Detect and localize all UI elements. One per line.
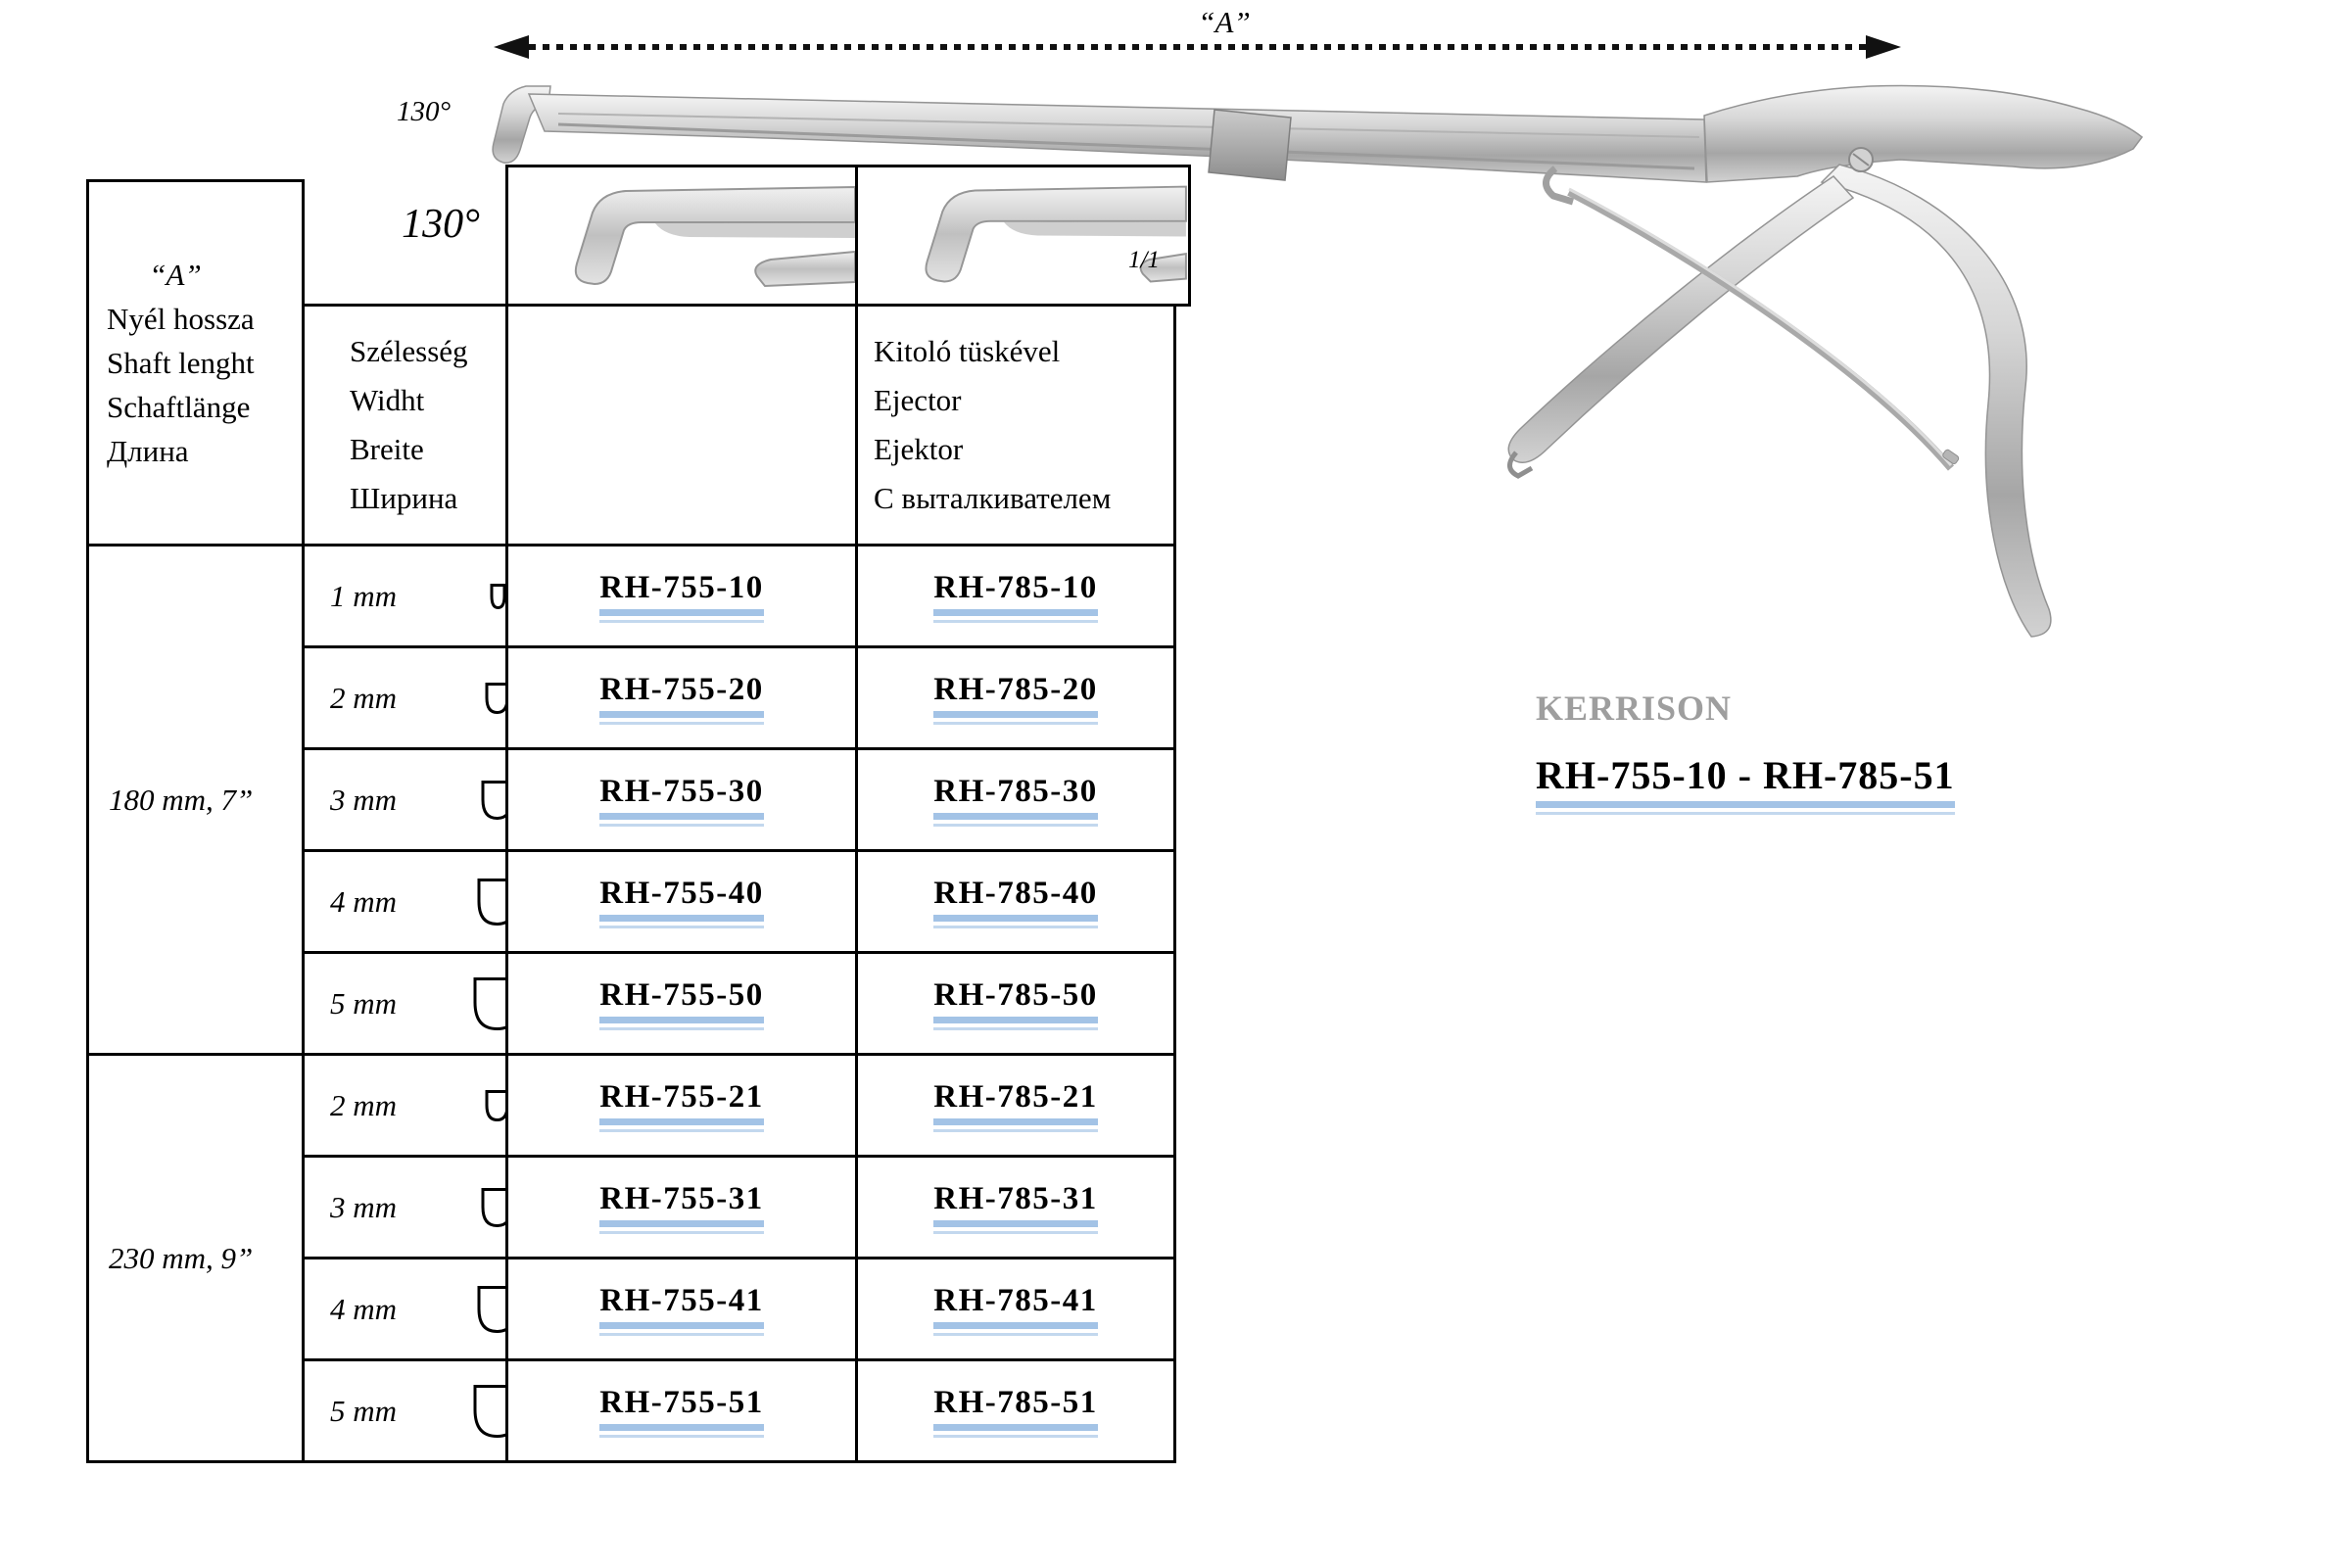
product-code[interactable]: RH-755-41 <box>599 1282 764 1318</box>
underline-light <box>933 1333 1097 1336</box>
underline-strong <box>933 1424 1097 1431</box>
width-header-line: Widht <box>350 383 425 417</box>
code-cell <box>505 1358 855 1463</box>
col-a-header-cell <box>86 179 305 544</box>
product-name: KERRISON <box>1536 689 1733 728</box>
width-cell <box>302 1257 505 1358</box>
width-header-line: Ширина <box>350 481 458 515</box>
underline-strong <box>933 1322 1097 1329</box>
product-code[interactable]: RH-785-50 <box>933 976 1098 1013</box>
underline-strong <box>933 1220 1097 1227</box>
underline-strong <box>933 1118 1097 1125</box>
product-range-code[interactable]: RH-755-10 - RH-785-51 <box>1536 753 1955 797</box>
width-value: 4 mm <box>330 883 398 919</box>
width-cell <box>302 849 505 951</box>
code-cell <box>505 1155 855 1257</box>
product-code[interactable]: RH-785-41 <box>933 1282 1098 1318</box>
product-code[interactable]: RH-785-31 <box>933 1180 1098 1216</box>
scale-note: 1/1 <box>1128 247 1160 273</box>
product-code[interactable]: RH-785-20 <box>933 671 1098 707</box>
width-cell <box>302 1358 505 1463</box>
ejector-code-cell <box>855 951 1176 1053</box>
code-cell <box>505 1053 855 1155</box>
col-a-header-line: Shaft lenght <box>107 346 255 380</box>
underline-strong <box>933 915 1097 922</box>
underline-light <box>599 1435 763 1438</box>
underline-strong <box>933 609 1097 616</box>
underline-strong <box>599 813 763 820</box>
col-a-header-line: Nyél hossza <box>107 302 255 336</box>
width-value: 5 mm <box>330 1393 398 1428</box>
width-value: 3 mm <box>330 782 398 817</box>
ejector-code-cell <box>855 645 1176 747</box>
product-code[interactable]: RH-785-21 <box>933 1078 1098 1115</box>
product-code[interactable]: RH-785-51 <box>933 1384 1098 1420</box>
underline-light <box>933 620 1097 623</box>
product-code[interactable]: RH-755-51 <box>599 1384 764 1420</box>
code-header-empty-cell <box>505 304 855 544</box>
width-value: 5 mm <box>330 985 398 1021</box>
ejector-header-line: Ejektor <box>874 432 964 466</box>
code-cell <box>505 849 855 951</box>
underline-strong <box>599 711 763 718</box>
underline-light <box>1536 812 1955 815</box>
product-code[interactable]: RH-755-31 <box>599 1180 764 1216</box>
ejector-code-cell <box>855 544 1176 645</box>
width-value: 2 mm <box>330 1087 398 1122</box>
width-value: 3 mm <box>330 1189 398 1224</box>
ejector-code-cell <box>855 849 1176 951</box>
width-cell <box>302 544 505 645</box>
underline-light <box>933 926 1097 928</box>
ejector-header-line: Kitoló tüskével <box>874 334 1061 368</box>
width-header-cell <box>302 304 505 544</box>
underline-light <box>599 620 763 623</box>
ejector-header-cell <box>855 304 1176 544</box>
underline-light <box>599 824 763 827</box>
product-code[interactable]: RH-785-30 <box>933 773 1098 809</box>
tip-photo-box-755 <box>505 165 855 304</box>
shaft-length-group-2 <box>86 1053 305 1463</box>
ejector-code-cell <box>855 1257 1176 1358</box>
underline-light <box>599 926 763 928</box>
underline-light <box>599 1231 763 1234</box>
product-code[interactable]: RH-755-20 <box>599 671 764 707</box>
ejector-code-cell <box>855 1053 1176 1155</box>
underline-strong <box>933 1017 1097 1023</box>
product-code[interactable]: RH-785-10 <box>933 569 1098 605</box>
angle-label-top: 130° <box>397 96 452 127</box>
underline-strong <box>599 609 763 616</box>
col-a-header-line: “A” <box>149 258 202 292</box>
width-cell <box>302 1053 505 1155</box>
product-code[interactable]: RH-755-50 <box>599 976 764 1013</box>
underline-strong <box>933 813 1097 820</box>
width-cell <box>302 1155 505 1257</box>
underline-light <box>933 722 1097 725</box>
underline-strong <box>599 1220 763 1227</box>
width-header-line: Szélesség <box>350 334 468 368</box>
width-value: 4 mm <box>330 1291 398 1326</box>
ejector-code-cell <box>855 1155 1176 1257</box>
product-code[interactable]: RH-785-40 <box>933 875 1098 911</box>
underline-strong <box>599 1017 763 1023</box>
code-cell <box>505 1257 855 1358</box>
code-cell <box>505 951 855 1053</box>
shaft-length-label: 230 mm, 9” <box>109 1240 254 1275</box>
bite-profile-icon <box>490 583 506 609</box>
dimension-a-label: “A” <box>1198 5 1251 39</box>
col-a-header-line: Schaftlänge <box>107 390 251 424</box>
code-cell <box>505 747 855 849</box>
underline-light <box>933 1435 1097 1438</box>
tip-photo-box-785 <box>855 165 1191 307</box>
underline-light <box>933 1231 1097 1234</box>
underline-strong <box>599 1424 763 1431</box>
product-code[interactable]: RH-755-21 <box>599 1078 764 1115</box>
product-code[interactable]: RH-755-40 <box>599 875 764 911</box>
underline-light <box>599 1129 763 1132</box>
underline-light <box>933 1027 1097 1030</box>
underline-strong <box>933 711 1097 718</box>
width-cell <box>302 747 505 849</box>
underline-light <box>599 1027 763 1030</box>
underline-strong <box>599 1118 763 1125</box>
ejector-header-line: Ejector <box>874 383 962 417</box>
shaft-length-label: 180 mm, 7” <box>109 782 254 817</box>
product-code[interactable]: RH-755-10 <box>599 569 764 605</box>
ejector-code-cell <box>855 747 1176 849</box>
underline-light <box>599 1333 763 1336</box>
underline-strong <box>1536 801 1955 808</box>
width-value: 2 mm <box>330 680 398 715</box>
angle-label-table: 130° <box>402 202 480 247</box>
col-a-header-line: Длина <box>107 434 189 468</box>
underline-light <box>933 824 1097 827</box>
product-code[interactable]: RH-755-30 <box>599 773 764 809</box>
product-range-block <box>1536 752 1955 815</box>
underline-strong <box>599 1322 763 1329</box>
code-cell <box>505 544 855 645</box>
ejector-code-cell <box>855 1358 1176 1463</box>
underline-light <box>933 1129 1097 1132</box>
width-cell <box>302 951 505 1053</box>
underline-light <box>599 722 763 725</box>
tip-photo-785-icon <box>858 167 1188 304</box>
width-value: 1 mm <box>330 578 398 613</box>
tip-photo-755-icon <box>508 167 855 304</box>
ejector-header-line: С выталкивателем <box>874 481 1112 515</box>
shaft-length-group-1 <box>86 544 305 1053</box>
underline-strong <box>599 915 763 922</box>
width-header-line: Breite <box>350 432 424 466</box>
code-cell <box>505 645 855 747</box>
width-cell <box>302 645 505 747</box>
